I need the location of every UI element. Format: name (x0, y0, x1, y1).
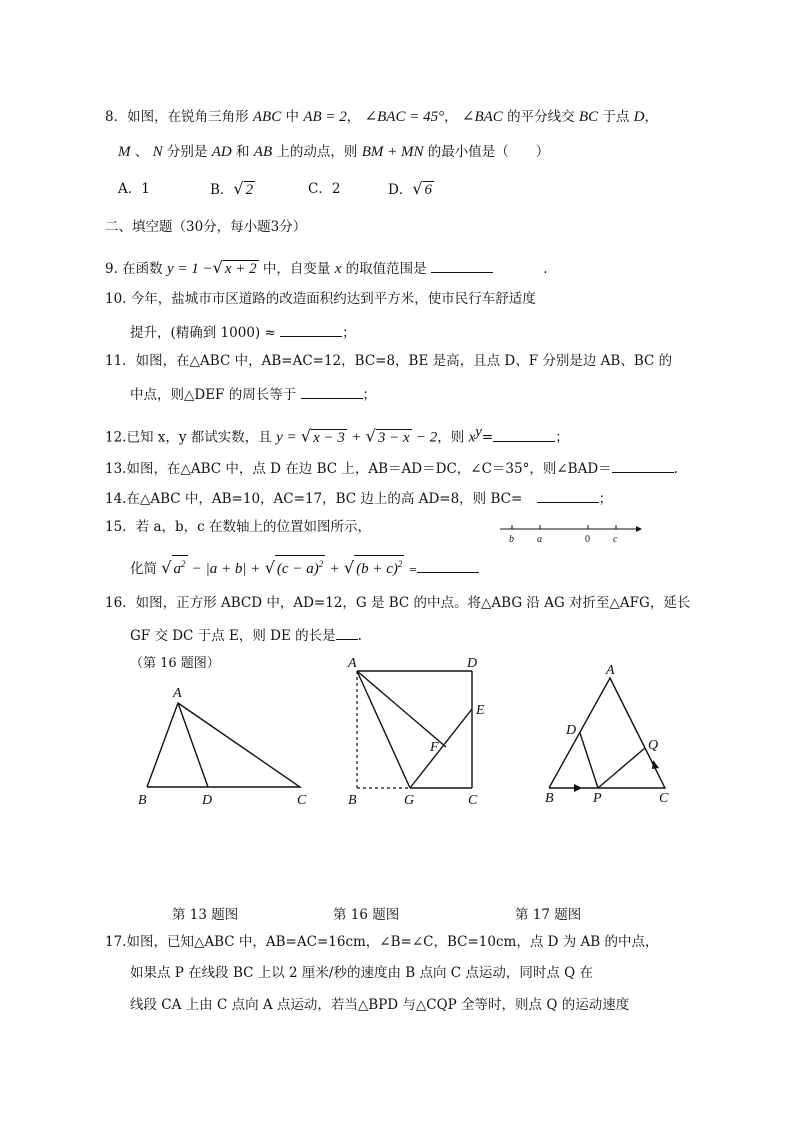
q8-line1: 8．如图，在锐角三角形 ABC 中 AB = 2， ∠BAC = 45°， ∠BAC 的平分线交 BC 于点 D， (105, 109, 659, 125)
q17-line1: 17.如图，已知△ABC 中，AB=AC=16cm，∠B=∠C，BC=10cm，点 D 为 AB 的中点， (105, 934, 659, 950)
option-b: B．√ 2 (210, 179, 254, 198)
fig17-label-b: B (545, 791, 554, 805)
q14: 14.在△ABC 中，AB=10，AC=17，BC 边上的高 AD=8，则 BC= ； (105, 488, 612, 508)
fig13-label-b: B (138, 793, 147, 808)
q15-expression: 化简 √ $a^2 - |a + b|$ + √ $(c - a)^2$ + √ $(b + c)^2$ = (130, 555, 479, 584)
q11-line2: 中点，则△DEF 的周长等于 ； (130, 384, 376, 404)
q14-blank[interactable] (537, 488, 599, 503)
q11-line1: 11．如图，在△ABC 中，AB=AC=12，BC=8，BE 是高，且点 D、F 分别是边 AB、BC 的 (105, 353, 673, 369)
fig16-label-f: F (430, 740, 439, 755)
q16-line1: 16．如图，正方形 ABCD 中，AD=12，G 是 BC 的中点。将△ABG 沿 AG 对折至△AFG，延长 (105, 595, 691, 611)
q8-line2: M 、 N 分别是 AD 和 AB 上的动点，则 BM + MN 的最小值是（ ） (118, 144, 550, 160)
arrow-bp-icon (574, 784, 582, 792)
fig16-label-b: B (348, 793, 357, 808)
caption-fig13: 第 13 题图 (172, 907, 239, 923)
fig17-label-q: Q (648, 738, 659, 753)
q17-line3: 线段 CA 上由 C 点向 A 点运动，若当△BPD 与△CQP 全等时，则点 Q 的运动速度 (130, 997, 630, 1013)
option-a: A．1 (118, 181, 150, 197)
fig13-label-d: D (202, 793, 213, 808)
fig13-label-c: C (297, 793, 307, 808)
nl-label-a: a (537, 534, 542, 545)
nl-label-0: 0 (585, 534, 590, 545)
fig17-label-p: P (593, 791, 602, 805)
option-c: C．2 (308, 181, 341, 197)
q11-blank[interactable] (301, 384, 363, 399)
fig16-label-d: D (467, 656, 478, 671)
fig16-label-e: E (476, 703, 485, 718)
arrow-cq-icon (652, 760, 659, 769)
q16-line2: GF 交 DC 于点 E，则 DE 的长是 . (130, 625, 362, 645)
fig16-label-c: C (468, 793, 478, 808)
number-line (498, 520, 643, 546)
nl-label-c: c (613, 534, 618, 545)
q10-line2: 提升，(精确到 1000) ≈ ； (130, 322, 356, 342)
q15-line1: 15．若 a，b，c 在数轴上的位置如图所示， (105, 519, 372, 535)
q10-blank[interactable] (280, 322, 342, 337)
q13: 13.如图，在△ABC 中，点 D 在边 BC 上，AB＝AD＝DC，∠C＝35°，则∠BAD＝ . (105, 458, 678, 478)
nl-label-b: b (509, 534, 514, 545)
q9: 9. 在函数 y = 1 −√ x + 2 中，自变量 x 的取值范围是 . (105, 258, 548, 277)
q8-options (118, 180, 538, 202)
q17-line2: 如果点 P 在线段 BC 上以 2 厘米/秒的速度由 B 点向 C 点运动，同时点 Q 在 (130, 965, 594, 981)
q15-blank[interactable] (417, 558, 479, 573)
q12-blank[interactable] (493, 427, 555, 442)
figure-note: （第 16 题图） (130, 656, 220, 671)
q13-blank[interactable] (612, 458, 674, 473)
q10-line1: 10. 今年，盐城市市区道路的改造面积约达到平方米，使市民行车舒适度 (105, 291, 536, 307)
fig17-label-c: C (659, 791, 669, 805)
caption-fig16: 第 16 题图 (333, 907, 400, 923)
fig13-label-a: A (173, 686, 182, 701)
fig17-label-d: D (566, 723, 577, 738)
fig17-label-a: A (606, 663, 615, 678)
fig16-label-g: G (404, 793, 415, 808)
figure-13 (130, 680, 320, 810)
fig16-label-a: A (348, 656, 357, 671)
option-d: D．√ 6 (388, 179, 433, 198)
figure-17 (540, 660, 680, 805)
q12: 12.已知 x，y 都试实数，且 y = √ x − 3 + √ 3 − x − 2，则 $x^y=$ ； (105, 424, 569, 446)
figure-16 (340, 652, 490, 812)
section-heading: 二、填空题（30分，每小题3分） (105, 219, 307, 235)
caption-fig17: 第 17 题图 (515, 907, 582, 923)
q9-blank[interactable] (431, 258, 493, 273)
q16-blank[interactable] (336, 625, 358, 640)
